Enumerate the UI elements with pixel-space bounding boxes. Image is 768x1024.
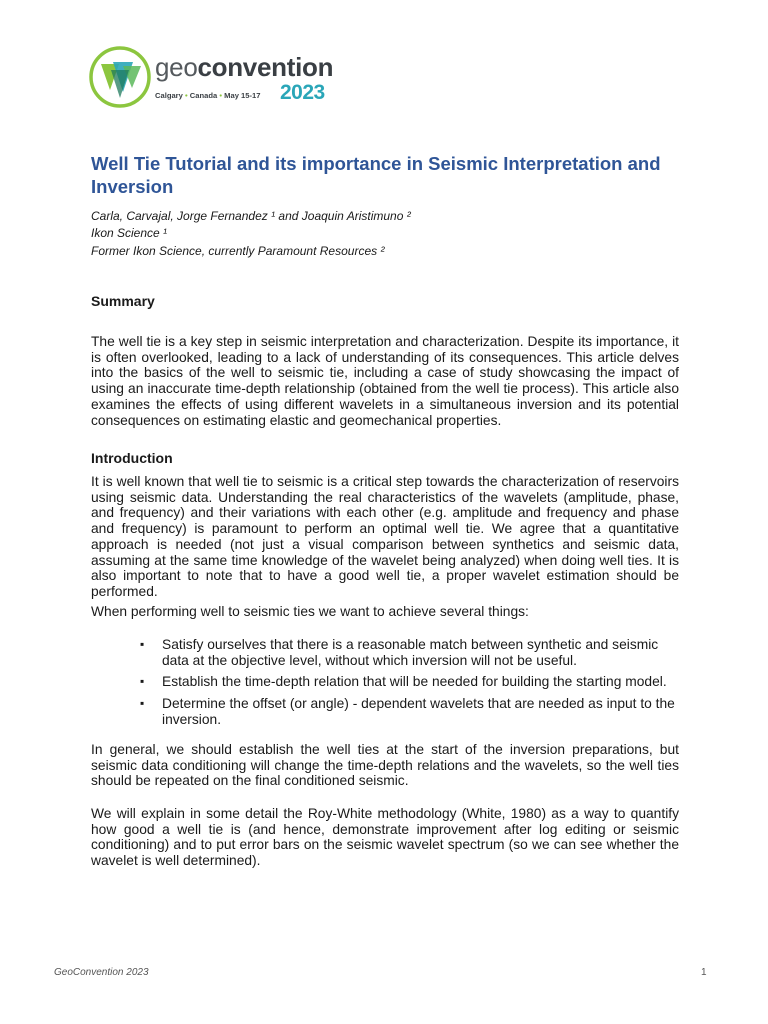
introduction-heading: Introduction (91, 450, 173, 466)
list-item: ▪ Determine the offset (or angle) - dependent wavelets that are needed as input to the inversion. (140, 696, 675, 727)
summary-heading: Summary (91, 293, 155, 309)
logo-tagline: Calgary • Canada • May 15-17 (155, 91, 261, 100)
page-number: 1 (701, 967, 707, 978)
logo-year: 2023 (280, 81, 325, 104)
geoconvention-logo (89, 44, 349, 112)
list-item: ▪ Establish the time-depth relation that will be needed for building the starting model. (140, 674, 667, 690)
introduction-paragraph-3: In general, we should establish the well ties at the start of the inversion preparations, but seismic data conditioning will change the time-depth relations and the wavelets, so the well ties should be repeated on the final conditioned seismic. (91, 742, 679, 789)
introduction-paragraph-4: We will explain in some detail the Roy-White methodology (White, 1980) as a way to quantify how good a well tie is (and hence, demonstrate improvement after log editing or seismic conditioning) and to put error bars on the seismic wavelet spectrum (so we can see whether the wavelet is well determined). (91, 806, 679, 869)
affiliation-1: Ikon Science ¹ (91, 226, 168, 240)
summary-paragraph: The well tie is a key step in seismic interpretation and characterization. Despite its importance, it is often overlooked, leading to a lack of understanding of its consequences. This article delves into the basics of the well to seismic tie, including a case of study showcasing the impact of using an inaccurate time-depth relationship (obtained from the well tie process). This article also examines the effects of using different wavelets in a simultaneous inversion and its potential consequences on estimating elastic and geomechanical properties. (91, 334, 679, 428)
introduction-paragraph-1: It is well known that well tie to seismic is a critical step towards the characterization of reservoirs using seismic data. Understanding the real characteristics of the wavelets (amplitude, phase, and frequency) and their variations with each other (e.g. amplitude and frequency and phase and frequency) is paramount to perform an optimal well tie. We agree that a quantitative approach is needed (not just a visual comparison between synthetics and seismic data, assuming at the same time knowledge of the wavelet being analyzed) when doing well ties. It is also important to note that to have a good well tie, a proper wavelet estimation should be performed. (91, 474, 679, 599)
affiliation-2: Former Ikon Science, currently Paramount Resources ² (91, 244, 385, 258)
authors: Carla, Carvajal, Jorge Fernandez ¹ and Joaquin Aristimuno ² (91, 209, 411, 223)
logo-mark-icon (89, 46, 151, 108)
objectives-list (138, 637, 683, 728)
bullet-icon: ▪ (140, 674, 145, 689)
paper-title: Well Tie Tutorial and its importance in Seismic Interpretation and Inversion (91, 153, 661, 197)
introduction-paragraph-2: When performing well to seismic ties we want to achieve several things: (91, 604, 529, 619)
bullet-icon: ▪ (140, 637, 145, 651)
list-item: ▪ Satisfy ourselves that there is a reasonable match between synthetic and seismic data at the objective level, without which inversion will not be useful. (140, 637, 659, 668)
bullet-icon: ▪ (140, 696, 145, 711)
footer-conference: GeoConvention 2023 (54, 967, 149, 978)
logo-wordmark: geoconvention (155, 52, 334, 82)
